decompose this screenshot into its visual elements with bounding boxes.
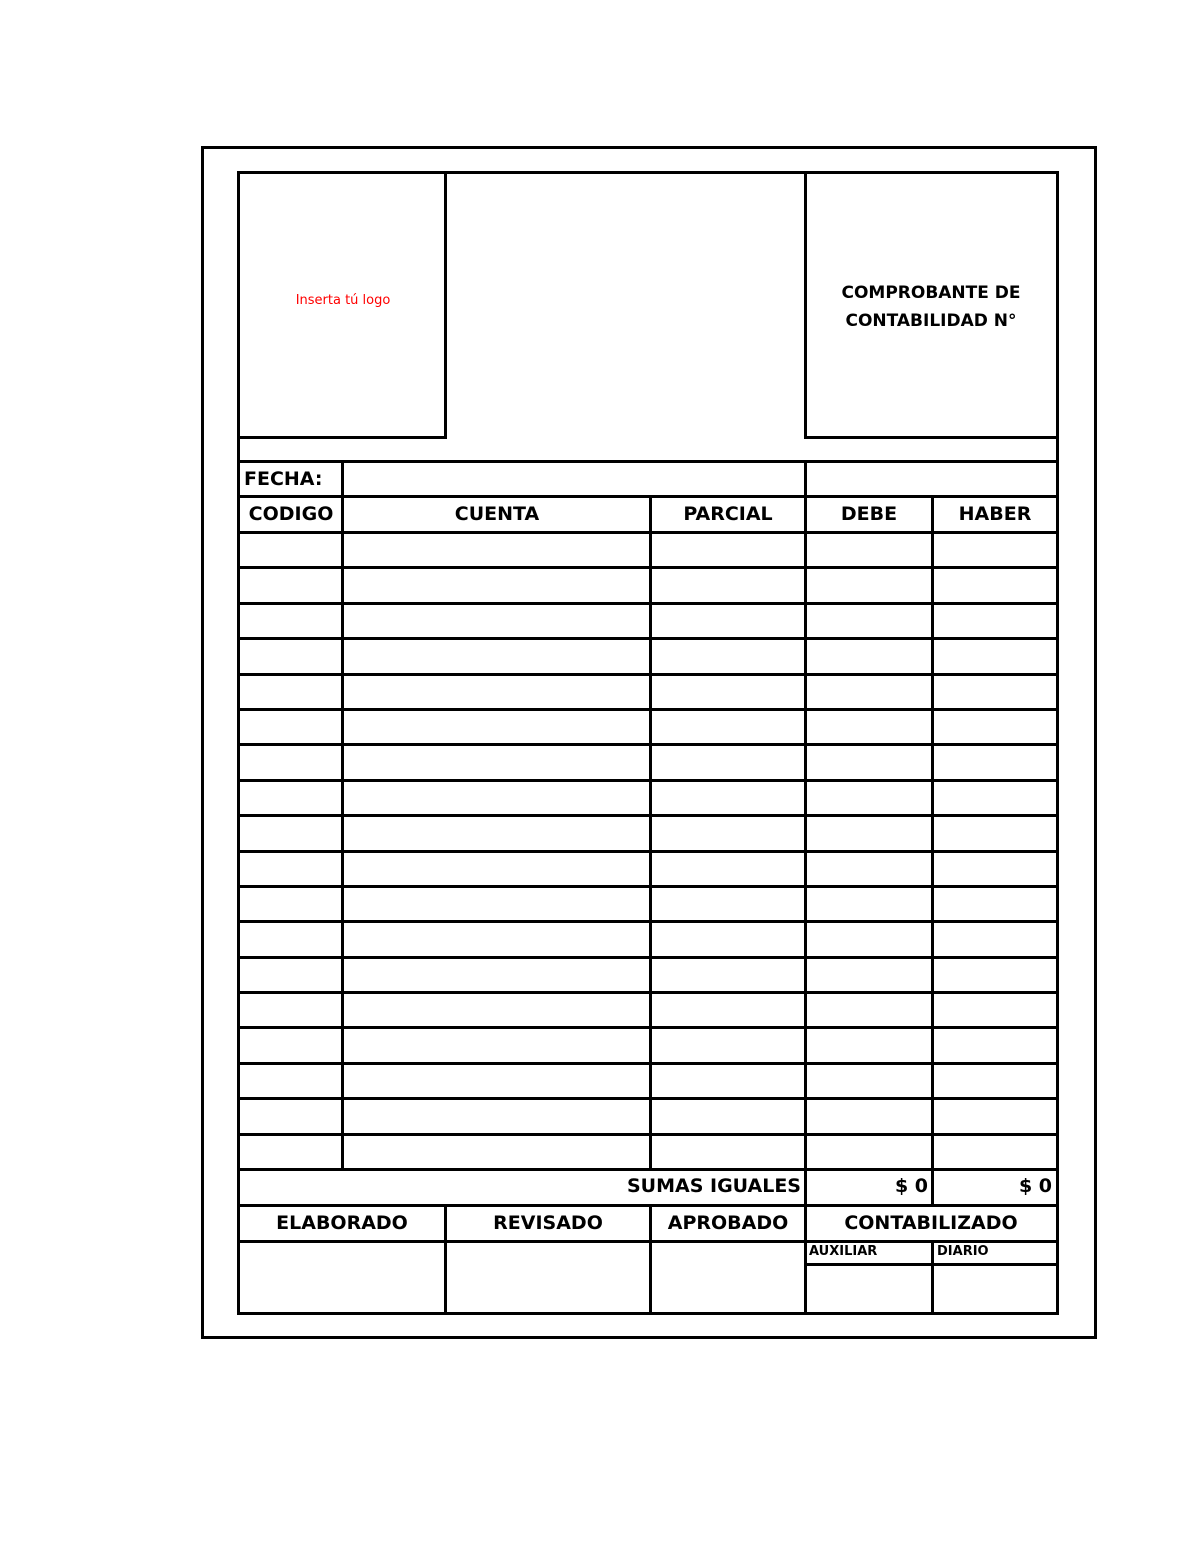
entry-cell-cuenta[interactable] [344, 1136, 649, 1168]
entry-cell-parcial[interactable] [652, 1029, 804, 1061]
logo-placeholder[interactable]: Inserta tú logo [295, 293, 391, 308]
entry-cell-debe[interactable] [807, 711, 931, 743]
entry-cell-debe[interactable] [807, 888, 931, 920]
fecha-label-divider [341, 460, 344, 497]
entry-cell-haber[interactable] [934, 711, 1056, 743]
totals-label: SUMAS IGUALES [626, 1175, 801, 1197]
entry-cell-debe[interactable] [807, 853, 931, 885]
column-header-codigo: CODIGO [248, 503, 334, 525]
entry-cell-parcial[interactable] [652, 640, 804, 672]
entry-cell-cuenta[interactable] [344, 569, 649, 601]
entry-cell-cuenta[interactable] [344, 1029, 649, 1061]
entry-cell-codigo[interactable] [240, 1029, 341, 1061]
signature-revisado-field[interactable] [447, 1243, 649, 1311]
contabilizado-diario-label: DIARIO [937, 1244, 989, 1259]
entry-cell-codigo[interactable] [240, 640, 341, 672]
entry-cell-codigo[interactable] [240, 923, 341, 955]
entry-cell-debe[interactable] [807, 746, 931, 778]
entry-cell-cuenta[interactable] [344, 853, 649, 885]
totals-haber-value: $ 0 [1018, 1175, 1052, 1197]
column-header-cuenta: CUENTA [454, 503, 540, 525]
entry-cell-debe[interactable] [807, 534, 931, 566]
totals-row-bottom [237, 1204, 1059, 1207]
entry-cell-debe[interactable] [807, 569, 931, 601]
entry-cell-debe[interactable] [807, 1100, 931, 1132]
fecha-row-bottom [237, 495, 1059, 498]
entry-cell-codigo[interactable] [240, 1100, 341, 1132]
entry-cell-codigo[interactable] [240, 853, 341, 885]
entry-cell-codigo[interactable] [240, 746, 341, 778]
entry-cell-haber[interactable] [934, 923, 1056, 955]
entry-cell-parcial[interactable] [652, 853, 804, 885]
entry-cell-cuenta[interactable] [344, 676, 649, 708]
entry-cell-haber[interactable] [934, 782, 1056, 814]
entry-cell-cuenta[interactable] [344, 1065, 649, 1097]
voucher-title [809, 279, 1053, 335]
entry-cell-codigo[interactable] [240, 817, 341, 849]
entry-cell-debe[interactable] [807, 1136, 931, 1168]
signature-revisado-label: REVISADO [493, 1212, 603, 1234]
entry-cell-haber[interactable] [934, 1136, 1056, 1168]
totals-debe-value: $ 0 [894, 1175, 928, 1197]
entry-cell-haber[interactable] [934, 1065, 1056, 1097]
entry-cell-cuenta[interactable] [344, 923, 649, 955]
entry-cell-haber[interactable] [934, 605, 1056, 637]
entry-cell-haber[interactable] [934, 817, 1056, 849]
entry-cell-codigo[interactable] [240, 569, 341, 601]
voucher-title-line1: COMPROBANTE DE [841, 283, 1021, 303]
entry-cell-debe[interactable] [807, 1065, 931, 1097]
voucher-title-line2: CONTABILIDAD N° [845, 311, 1017, 331]
entry-cell-parcial[interactable] [652, 888, 804, 920]
column-header-haber: HABER [958, 503, 1032, 525]
entry-cell-parcial[interactable] [652, 923, 804, 955]
entry-cell-debe[interactable] [807, 817, 931, 849]
signature-aprobado-field[interactable] [652, 1243, 804, 1311]
entry-cell-codigo[interactable] [240, 959, 341, 991]
contabilizado-auxiliar-label: AUXILIAR [809, 1244, 878, 1259]
entry-cell-parcial[interactable] [652, 994, 804, 1026]
entry-cell-codigo[interactable] [240, 782, 341, 814]
title-box-bottom-border [804, 436, 1059, 439]
entry-cell-haber[interactable] [934, 888, 1056, 920]
entry-cell-codigo[interactable] [240, 676, 341, 708]
entry-cell-cuenta[interactable] [344, 994, 649, 1026]
signature-elaborado-field[interactable] [241, 1243, 444, 1311]
entry-cell-haber[interactable] [934, 853, 1056, 885]
signature-elaborado-label: ELABORADO [276, 1212, 408, 1234]
entry-cell-haber[interactable] [934, 676, 1056, 708]
entry-cell-cuenta[interactable] [344, 711, 649, 743]
entry-cell-codigo[interactable] [240, 1136, 341, 1168]
entry-cell-cuenta[interactable] [344, 534, 649, 566]
logo-box-right-border [444, 171, 447, 439]
entry-cell-parcial[interactable] [652, 676, 804, 708]
entry-cell-parcial[interactable] [652, 1136, 804, 1168]
entry-cell-cuenta[interactable] [344, 605, 649, 637]
entry-cell-cuenta[interactable] [344, 959, 649, 991]
company-name-area[interactable] [448, 174, 803, 436]
entry-cell-haber[interactable] [934, 959, 1056, 991]
entry-cell-haber[interactable] [934, 534, 1056, 566]
entry-cell-parcial[interactable] [652, 605, 804, 637]
entry-cell-parcial[interactable] [652, 959, 804, 991]
contabilizado-auxiliar-field[interactable] [807, 1266, 931, 1311]
entry-cell-debe[interactable] [807, 605, 931, 637]
contabilizado-diario-field[interactable] [934, 1266, 1056, 1311]
entry-cell-cuenta[interactable] [344, 640, 649, 672]
entry-cell-cuenta[interactable] [344, 888, 649, 920]
column-header-parcial: PARCIAL [683, 503, 773, 525]
signature-aprobado-label: APROBADO [667, 1212, 789, 1234]
entry-cell-codigo[interactable] [240, 534, 341, 566]
entry-cell-codigo[interactable] [240, 711, 341, 743]
entry-cell-codigo[interactable] [240, 1065, 341, 1097]
entry-cell-debe[interactable] [807, 1029, 931, 1061]
fecha-input[interactable] [345, 464, 803, 495]
entry-cell-cuenta[interactable] [344, 817, 649, 849]
entry-cell-parcial[interactable] [652, 569, 804, 601]
entry-cell-cuenta[interactable] [344, 782, 649, 814]
entry-cell-parcial[interactable] [652, 817, 804, 849]
entry-cell-parcial[interactable] [652, 534, 804, 566]
signature-contabilizado-label: CONTABILIZADO [844, 1212, 1018, 1234]
voucher-number-input[interactable] [808, 464, 1056, 495]
entry-cell-debe[interactable] [807, 640, 931, 672]
entry-cell-parcial[interactable] [652, 746, 804, 778]
column-header-debe: DEBE [840, 503, 898, 525]
entry-cell-parcial[interactable] [652, 711, 804, 743]
title-box-left-border [804, 171, 807, 439]
logo-box-bottom-border [237, 436, 447, 439]
entry-cell-codigo[interactable] [240, 888, 341, 920]
entry-cell-debe[interactable] [807, 923, 931, 955]
entry-cell-cuenta[interactable] [344, 1100, 649, 1132]
entry-cell-haber[interactable] [934, 746, 1056, 778]
entry-cell-haber[interactable] [934, 1100, 1056, 1132]
entry-cell-parcial[interactable] [652, 782, 804, 814]
entry-cell-debe[interactable] [807, 994, 931, 1026]
entry-cell-haber[interactable] [934, 994, 1056, 1026]
row-separator [237, 1168, 1059, 1171]
header-separator [237, 460, 1059, 463]
entry-cell-codigo[interactable] [240, 994, 341, 1026]
entry-cell-cuenta[interactable] [344, 746, 649, 778]
entry-cell-debe[interactable] [807, 782, 931, 814]
entry-cell-haber[interactable] [934, 640, 1056, 672]
fecha-label: FECHA: [244, 468, 323, 490]
entry-cell-debe[interactable] [807, 676, 931, 708]
entry-cell-haber[interactable] [934, 1029, 1056, 1061]
entry-cell-parcial[interactable] [652, 1100, 804, 1132]
fecha-right-divider [804, 460, 807, 497]
entry-cell-parcial[interactable] [652, 1065, 804, 1097]
entry-cell-haber[interactable] [934, 569, 1056, 601]
entry-cell-debe[interactable] [807, 959, 931, 991]
entry-cell-codigo[interactable] [240, 605, 341, 637]
